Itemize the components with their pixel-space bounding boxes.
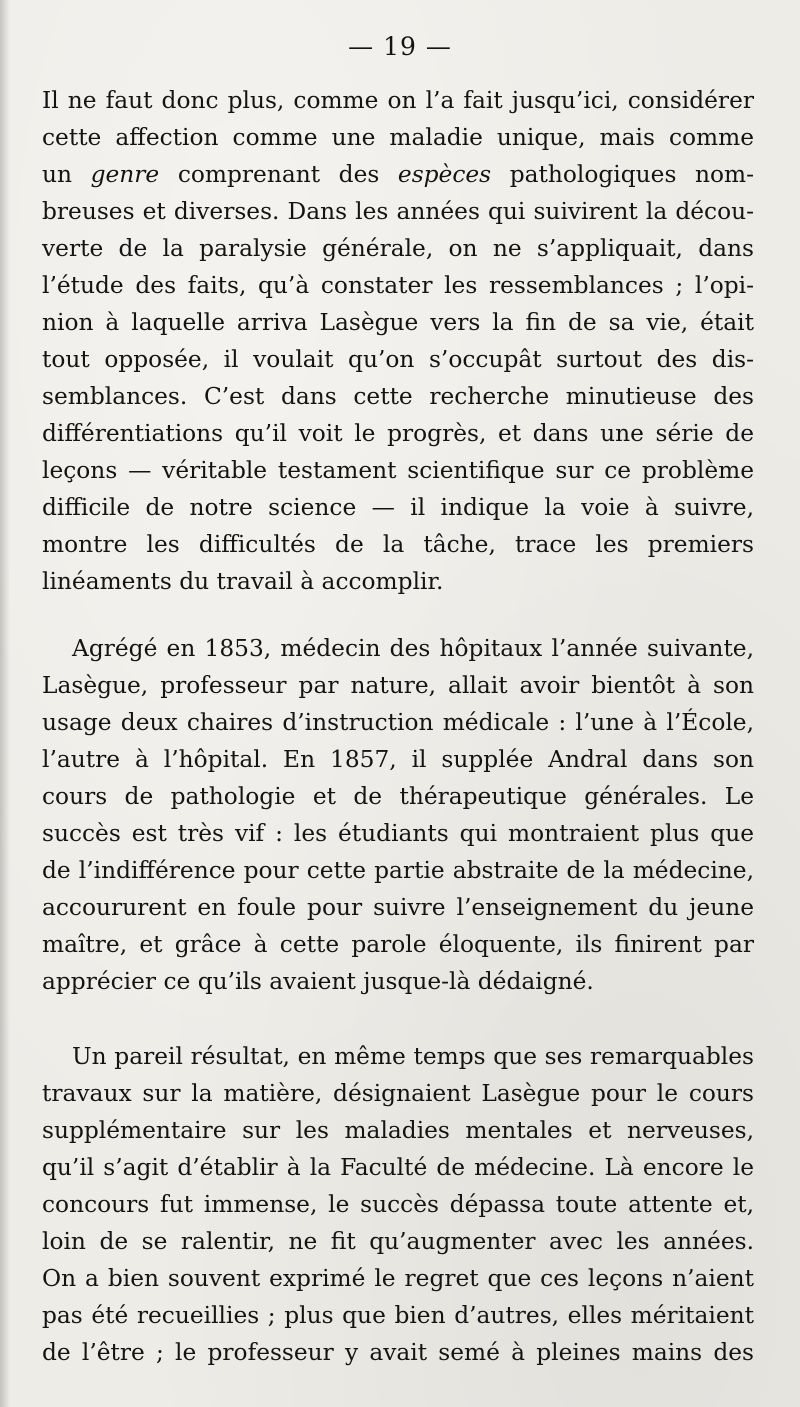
text-line: On a bien souvent exprimé le regret que ces leçons n’aient xyxy=(42,1265,754,1292)
text-line: apprécier ce qu’ils avaient jusque-là dédaigné. xyxy=(42,968,594,995)
binding-shadow xyxy=(0,0,10,1407)
text-line: différentiations qu’il voit le progrès, et dans une série de xyxy=(42,420,754,447)
text-line: de l’indifférence pour cette partie abstraite de la médecine, xyxy=(42,857,754,884)
text-line: maître, et grâce à cette parole éloquente, ils finirent par xyxy=(42,931,754,958)
text-line: Un pareil résultat, en même temps que ses remarquables xyxy=(72,1043,754,1070)
text-line: leçons — véritable testament scientifique sur ce problème xyxy=(42,457,754,484)
text-line: linéaments du travail à accomplir. xyxy=(42,568,444,595)
text-line: qu’il s’agit d’établir à la Faculté de médecine. Là encore le xyxy=(42,1154,754,1181)
italic-term: espèces xyxy=(397,161,492,188)
text-line: loin de se ralentir, ne fit qu’augmenter avec les années. xyxy=(42,1228,754,1255)
text-line: accoururent en foule pour suivre l’enseignement du jeune xyxy=(42,894,754,921)
text-line: cours de pathologie et de thérapeutique générales. Le xyxy=(42,783,754,810)
text-line: Lasègue, professeur par nature, allait avoir bientôt à son xyxy=(42,672,754,699)
text-line: breuses et diverses. Dans les années qui suivirent la décou- xyxy=(42,198,754,225)
text-line: Il ne faut donc plus, comme on l’a fait jusqu’ici, considérer xyxy=(42,87,754,114)
text-line: un genre comprenant des espèces pathologiques nom- xyxy=(42,161,754,188)
text-line: usage deux chaires d’instruction médicale : l’une à l’École, xyxy=(42,709,754,736)
text-line: cette affection comme une maladie unique, mais comme xyxy=(42,124,754,151)
text-line: nion à laquelle arriva Lasègue vers la fin de sa vie, était xyxy=(42,309,754,336)
text-line: succès est très vif : les étudiants qui montraient plus que xyxy=(42,820,754,847)
italic-term: genre xyxy=(90,161,160,188)
text-line: supplémentaire sur les maladies mentales et nerveuses, xyxy=(42,1117,754,1144)
page-number: — 19 — xyxy=(348,32,452,61)
text-line: difficile de notre science — il indique la voie à suivre, xyxy=(42,494,754,521)
text-line: concours fut immense, le succès dépassa toute attente et, xyxy=(42,1191,754,1218)
text-line: pas été recueillies ; plus que bien d’autres, elles méritaient xyxy=(42,1302,754,1329)
text-line: tout opposée, il voulait qu’on s’occupât surtout des dis- xyxy=(42,346,754,373)
text-line: l’étude des faits, qu’à constater les ressemblances ; l’opi- xyxy=(42,272,754,299)
text-line: verte de la paralysie générale, on ne s’appliquait, dans xyxy=(42,235,754,262)
text-line: de l’être ; le professeur y avait semé à pleines mains des xyxy=(42,1339,754,1366)
text-line: l’autre à l’hôpital. En 1857, il supplée Andral dans son xyxy=(42,746,754,773)
text-line: montre les difficultés de la tâche, trace les premiers xyxy=(42,531,754,558)
text-line: travaux sur la matière, désignaient Lasègue pour le cours xyxy=(42,1080,754,1107)
text-line: Agrégé en 1853, médecin des hôpitaux l’année suivante, xyxy=(72,635,754,662)
text-line: semblances. C’est dans cette recherche minutieuse des xyxy=(42,383,754,410)
